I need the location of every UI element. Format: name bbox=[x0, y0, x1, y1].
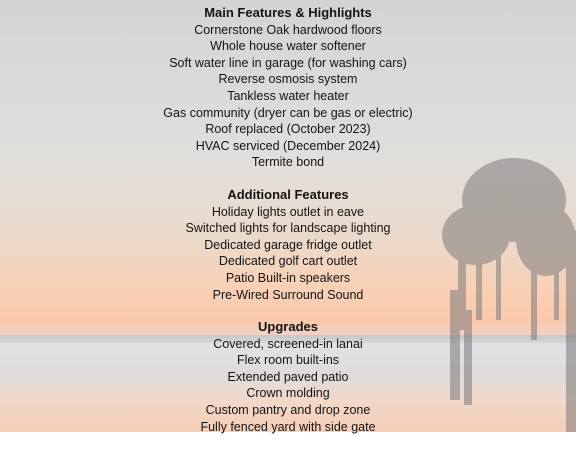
list-item: Cornerstone Oak hardwood floors bbox=[194, 22, 382, 37]
list-item: Holiday lights outlet in eave bbox=[211, 204, 365, 219]
feature-items bbox=[0, 336, 576, 436]
list-item: Whole house water softener bbox=[210, 39, 366, 54]
section-heading: Additional Features bbox=[227, 186, 349, 202]
list-item: Pre-Wired Surround Sound bbox=[212, 287, 364, 302]
list-item: Covered, screened-in lanai bbox=[213, 336, 363, 351]
list-item: HVAC serviced (December 2024) bbox=[195, 138, 381, 153]
section-heading: Main Features & Highlights bbox=[204, 5, 372, 20]
list-item: Roof replaced (October 2023) bbox=[205, 122, 371, 137]
feature-items bbox=[0, 22, 576, 171]
list-item: Extended paved patio bbox=[227, 369, 349, 384]
list-item: Fully fenced yard with side gate bbox=[200, 419, 376, 434]
list-item: Custom pantry and drop zone bbox=[205, 403, 371, 418]
feature-list bbox=[0, 5, 576, 451]
list-item: Patio Built-in speakers bbox=[225, 270, 351, 285]
section-main-features bbox=[0, 5, 576, 171]
list-item: Dedicated garage fridge outlet bbox=[204, 237, 372, 252]
list-item: Switched lights for landscape lighting bbox=[185, 221, 391, 236]
section-upgrades bbox=[0, 319, 576, 435]
feature-items bbox=[0, 204, 576, 304]
list-item: Reverse osmosis system bbox=[218, 72, 358, 87]
list-item: Flex room built-ins bbox=[236, 353, 340, 368]
list-item: Soft water line in garage (for washing cars) bbox=[169, 55, 407, 70]
section-additional-features bbox=[0, 187, 576, 303]
list-item: Gas community (dryer can be gas or electric) bbox=[163, 105, 413, 120]
section-heading: Upgrades bbox=[258, 319, 318, 335]
list-item: Termite bond bbox=[251, 155, 325, 170]
list-item: Crown molding bbox=[246, 386, 330, 401]
list-item: Tankless water heater bbox=[227, 88, 349, 103]
list-item: Dedicated golf cart outlet bbox=[218, 254, 358, 269]
